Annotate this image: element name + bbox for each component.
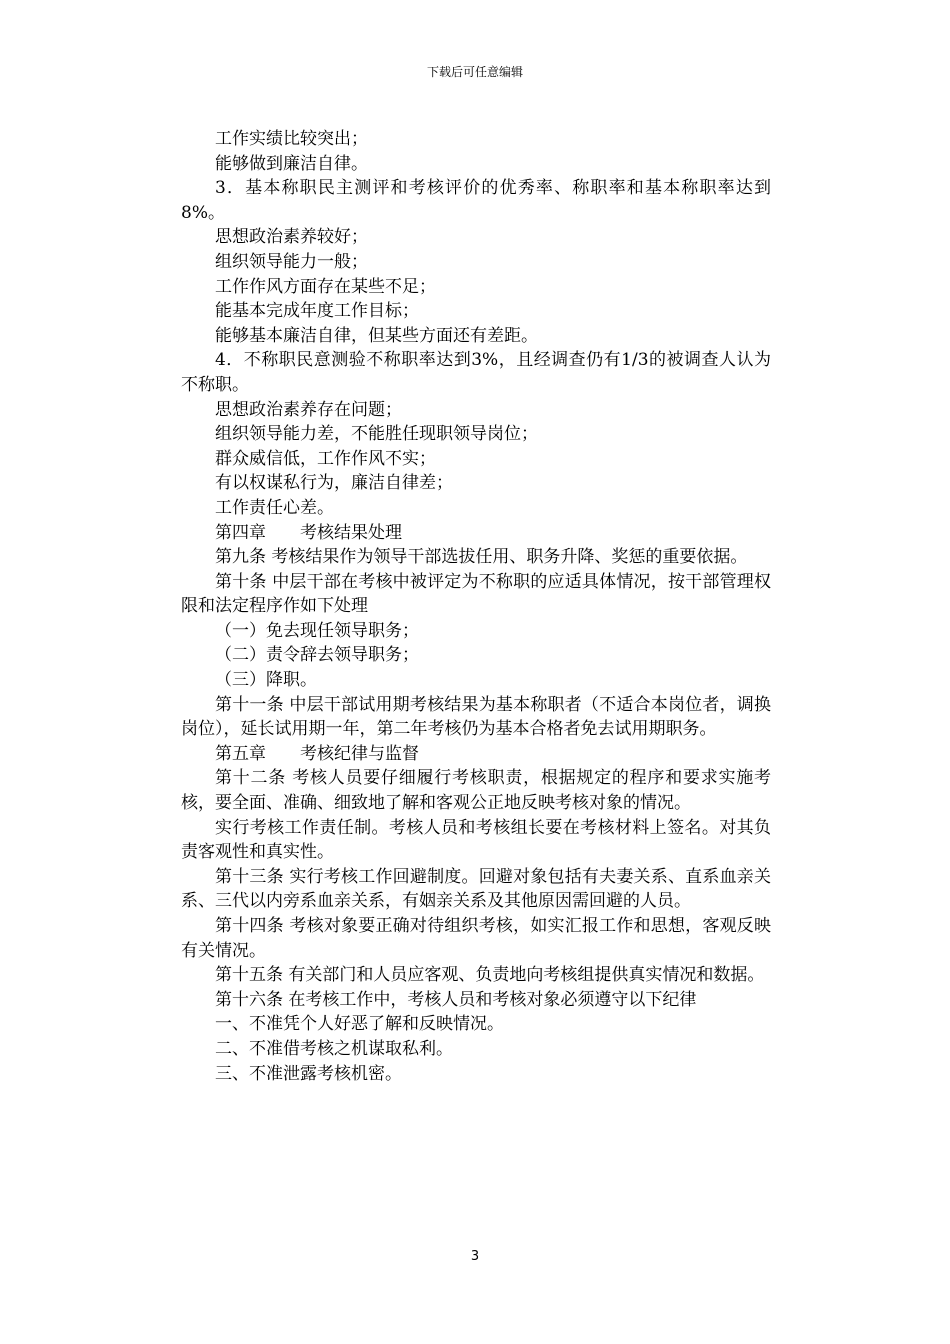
paragraph: 工作实绩比较突出； [215, 129, 368, 149]
paragraph: 有以权谋私行为，廉洁自律差； [215, 473, 453, 494]
paragraph: 思想政治素养存在问题； [215, 399, 402, 420]
article-paragraph: 第十条 中层干部在考核中被评定为不称职的应适具体情况，按干部管理权限和法定程序作如下处理 [181, 571, 771, 617]
page-number: 3 [470, 1249, 480, 1264]
list-item: 二、不准借考核之机谋取私利。 [215, 1038, 453, 1059]
list-item: 三、不准泄露考核机密。 [215, 1063, 402, 1084]
list-item: 一、不准凭个人好恶了解和反映情况。 [215, 1014, 504, 1035]
paragraph: 能够基本廉洁自律，但某些方面还有差距。 [215, 325, 538, 346]
paragraph: 工作责任心差。 [215, 497, 334, 518]
paragraph: 组织领导能力一般； [215, 251, 368, 272]
article-paragraph: 第九条 考核结果作为领导干部选拔任用、职务升降、奖惩的重要依据。 [215, 547, 748, 568]
document-body [181, 127, 771, 1086]
article-paragraph: 第十二条 考核人员要仔细履行考核职责，根据规定的程序和要求实施考核，要全面、准确、细致地了解和客观公正地反映考核对象的情况。 [181, 768, 771, 814]
paragraph: 群众威信低，工作作风不实； [215, 448, 436, 469]
chapter-heading: 第五章 考核纪律与监督 [215, 743, 419, 764]
list-item: （二）责令辞去领导职务； [215, 645, 419, 666]
article-paragraph: 第十六条 在考核工作中，考核人员和考核对象必须遵守以下纪律 [215, 989, 697, 1010]
page-header: 下载后可任意编辑 [426, 65, 523, 79]
paragraph: 组织领导能力差，不能胜任现职领导岗位； [215, 424, 538, 445]
paragraph: 3．基本称职民主测评和考核评价的优秀率、称职率和基本称职率达到8%。 [181, 178, 771, 223]
list-item: （一）免去现任领导职务； [215, 620, 419, 641]
paragraph: 能基本完成年度工作目标； [215, 301, 419, 322]
article-paragraph: 第十三条 实行考核工作回避制度。回避对象包括有夫妻关系、直系血亲关系、三代以内旁系血亲关系，有姻亲关系及其他原因需回避的人员。 [181, 866, 771, 912]
paragraph: 能够做到廉洁自律。 [215, 153, 368, 174]
paragraph: 实行考核工作责任制。考核人员和考核组长要在考核材料上签名。对其负责客观性和真实性。 [181, 817, 771, 863]
article-paragraph: 第十一条 中层干部试用期考核结果为基本称职者（不适合本岗位者，调换岗位），延长试用期一年，第二年考核仍为基本合格者免去试用期职务。 [181, 694, 771, 740]
chapter-heading: 第四章 考核结果处理 [215, 522, 402, 543]
paragraph: 工作作风方面存在某些不足； [215, 276, 436, 297]
list-item: （三）降职。 [215, 670, 317, 691]
article-paragraph: 第十四条 考核对象要正确对待组织考核，如实汇报工作和思想，客观反映有关情况。 [181, 916, 771, 961]
paragraph: 思想政治素养较好； [215, 227, 368, 248]
article-paragraph: 第十五条 有关部门和人员应客观、负责地向考核组提供真实情况和数据。 [215, 965, 765, 986]
paragraph: 4．不称职民意测验不称职率达到3%，且经调查仍有1/3的被调查人认为不称职。 [181, 350, 771, 395]
